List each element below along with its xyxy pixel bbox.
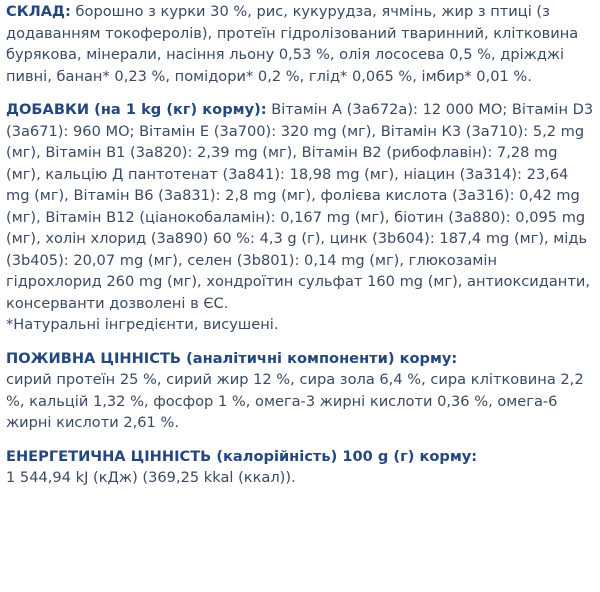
nutrition-text: сирий протеїн 25 %, сирий жир 12 %, сира зола 6,4 %, сира клітковина 2,2 %, кальцій 1,32 %, фосфор 1 %, омега-3 жирні кислоти 0,36 %, омега-6 жирні кислоти 2,61 %. — [6, 371, 584, 431]
composition-heading: СКЛАД: — [6, 3, 71, 20]
nutrition-heading: ПОЖИВНА ЦІННІСТЬ (аналітичні компоненти) корму: — [6, 349, 458, 367]
additives-text: Вітамін А (3a672a): 12 000 МО; Вітамін D3 (3a671): 960 МО; Вітамін Е (3a700): 320 mg (мг), Вітамін К3 (3a710): 5,2 mg (мг), Вітамін В1 (3a820): 2,39 mg (мг), Вітамін В2 (рибофлавін): 7,28 mg (мг), кальцію Д пантотенат (3a841): 18,98 mg (мг), ніацин (3a314): 23,64 mg (мг), Вітамін В6 (3a831): 2,8 mg (мг), фолієва кислота (3a316): 0,42 mg (мг), Вітамін В12 (ціанокобаламін): 0,167 mg (мг), біотин (3a880): 0,095 mg (мг), холін хлорид (3a890) 60 %: 4,3 g (г), цинк (3b604): 187,4 mg (мг), мідь (3b405): 20,07 mg (мг), селен (3b801): 0,14 mg (мг), глюкозамін гідрохлорид 260 mg (мг), хондроїтин сульфат 160 mg (мг), антиоксиданти, консерванти дозволені в ЄС. — [6, 101, 594, 312]
additives-section — [6, 99, 594, 336]
composition-text: борошно з курки 30 %, рис, кукурудза, ячмінь, жир з птиці (з додаванням токоферолів), протеїн гідролізований тваринний, клітковина бурякова, мінерали, насіння льону 0,53 %, олія лососева 0,5 %, дріжджі пивні, банан* 0,23 %, помідори* 0,2 %, глід* 0,065 %, імбир* 0,01 %. — [6, 3, 579, 85]
nutrition-section — [6, 348, 594, 434]
energy-text: 1 544,94 kJ (кДж) (369,25 kkal (ккал)). — [6, 469, 296, 486]
energy-heading: ЕНЕРГЕТИЧНА ЦІННІСТЬ (калорійність) 100 g (г) корму: — [6, 447, 478, 465]
composition-section — [6, 1, 594, 87]
additives-heading: ДОБАВКИ (на 1 kg (кг) корму): — [6, 101, 267, 118]
energy-section — [6, 446, 594, 489]
natural-ingredients-note: *Натуральні інгредієнти, висушені. — [6, 316, 279, 333]
